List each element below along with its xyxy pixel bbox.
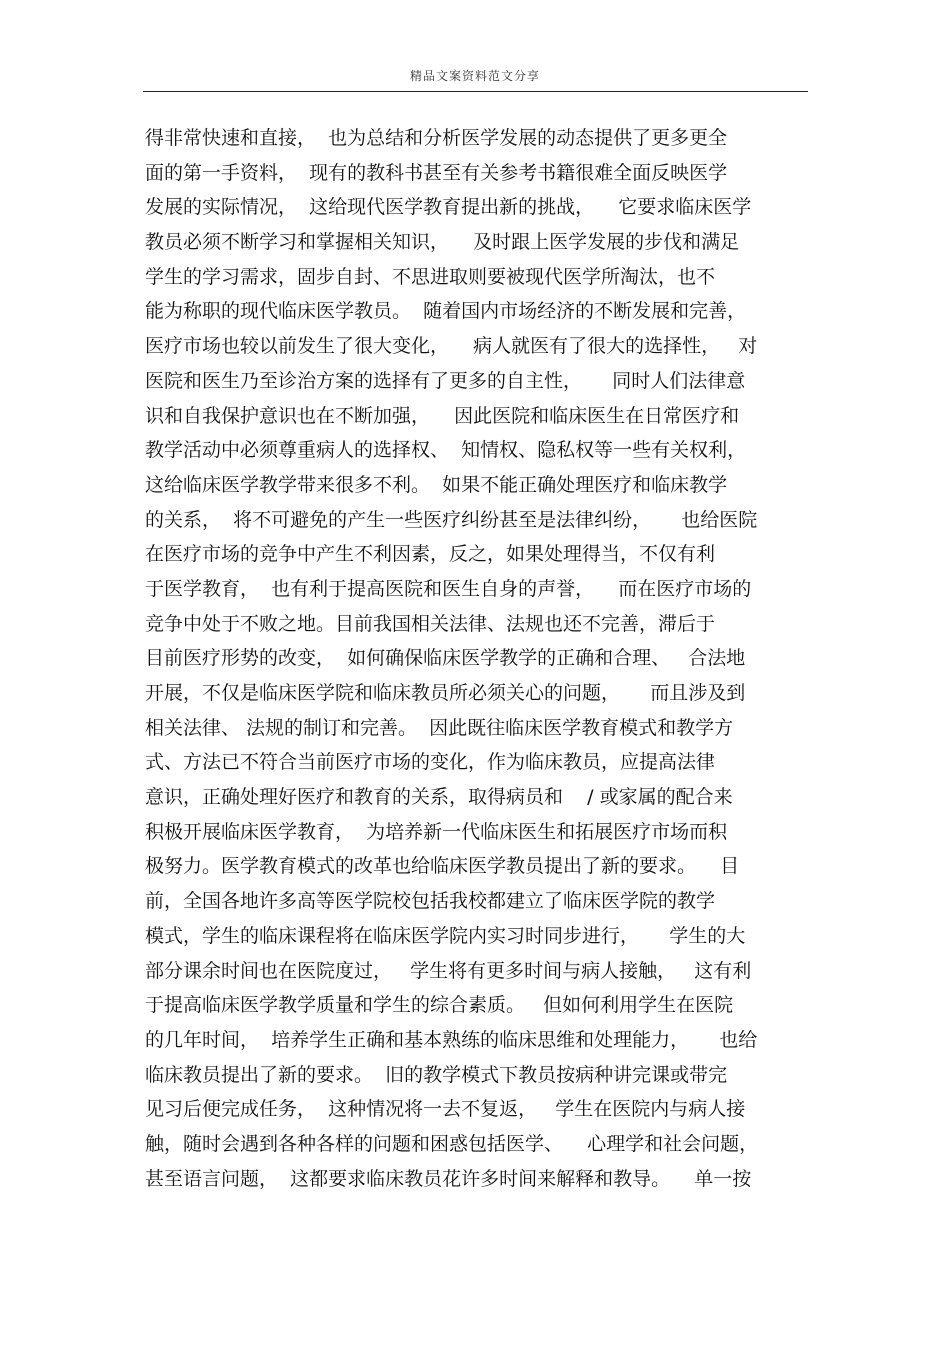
text-line: 式、方法已不符合当前医疗市场的变化，作为临床教员，应提高法律 — [145, 751, 716, 774]
text-line: 能为称职的现代临床医学教员。 随着国内市场经济的不断发展和完善， — [145, 300, 747, 323]
text-line: 教员必须不断学习和掌握相关知识， 及时跟上医学发展的步伐和满足 — [145, 231, 740, 254]
text-line: 这给临床医学教学带来很多不利。 如果不能正确处理医疗和临床教学 — [145, 473, 728, 496]
text-line: 于医学教育， 也有利于提高医院和医生自身的声誉， 而在医疗市场的 — [145, 577, 752, 600]
text-line: 开展，不仅是临床医学院和临床教员所必须关心的问题， 而且涉及到 — [145, 682, 746, 704]
text-line: 医院和医生乃至诊治方案的选择有了更多的自主性， 同时人们法律意 — [145, 369, 746, 392]
text-line: 积极开展临床医学教育， 为培养新一代临床医生和拓展医疗市场而积 — [145, 820, 728, 843]
text-line: 识和自我保护意识也在不断加强， 因此医院和临床医生在日常医疗和 — [145, 404, 740, 427]
text-line: 发展的实际情况， 这给现代医学教育提出新的挑战， 它要求临床医学 — [145, 196, 752, 219]
text-line: 的几年时间， 培养学生正确和基本熟练的临床思维和处理能力， 也给 — [145, 1028, 758, 1051]
text-line: 见习后便完成任务， 这种情况将一去不复返， 学生在医院内与病人接 — [145, 1098, 746, 1121]
text-line: 竞争中处于不败之地。目前我国相关法律、法规也还不完善，滞后于 — [145, 612, 716, 635]
text-line: 于提高临床医学教学质量和学生的综合素质。 但如何利用学生在医院 — [145, 994, 734, 1017]
text-line: 面的第一手资料， 现有的教科书甚至有关参考书籍很难全面反映医学 — [145, 161, 728, 184]
text-line: 的关系， 将不可避免的产生一些医疗纠纷甚至是法律纠纷， 也给医院 — [145, 508, 758, 531]
text-line: 教学活动中必须尊重病人的选择权、 知情权、隐私权等一些有关权利， — [145, 439, 747, 462]
body-text — [145, 121, 810, 1196]
text-line: 医疗市场也较以前发生了很大变化， 病人就医有了很大的选择性， 对 — [145, 335, 758, 358]
text-line: 临床教员提出了新的要求。 旧的教学模式下教员按病种讲完课或带完 — [145, 1063, 728, 1086]
text-line: 前，全国各地许多高等医学院校包括我校都建立了临床医学院的教学 — [145, 890, 716, 913]
text-line: 模式，学生的临床课程将在临床医学院内实习时同步进行， 学生的大 — [145, 924, 746, 947]
text-line: 目前医疗形势的改变， 如何确保临床医学教学的正确和合理、 合法地 — [145, 647, 746, 670]
text-line: 部分课余时间也在医院度过， 学生将有更多时间与病人接触， 这有利 — [145, 959, 752, 982]
text-line: 相关法律、 法规的制订和完善。 因此既往临床医学教育模式和教学方 — [145, 716, 734, 739]
text-line: 意识，正确处理好医疗和教育的关系，取得病员和 / 或家属的配合来 — [145, 786, 733, 809]
text-line: 极努力。医学教育模式的改革也给临床医学教员提出了新的要求。 目 — [145, 855, 740, 878]
text-line: 甚至语言问题， 这都要求临床教员花许多时间来解释和教导。 单一按 — [145, 1167, 752, 1190]
text-line: 得非常快速和直接， 也为总结和分析医学发展的动态提供了更多更全 — [145, 127, 728, 149]
text-line: 学生的学习需求，固步自封、不思进取则要被现代医学所淘汰，也不 — [145, 265, 716, 288]
text-line: 在医疗市场的竞争中产生不利因素，反之，如果处理得当，不仅有利 — [145, 543, 716, 566]
text-line: 触，随时会遇到各种各样的问题和困惑包括医学、 心理学和社会问题， — [145, 1132, 759, 1155]
header-divider — [143, 91, 808, 92]
page-header: 精品文案资料范文分享 — [409, 69, 540, 83]
